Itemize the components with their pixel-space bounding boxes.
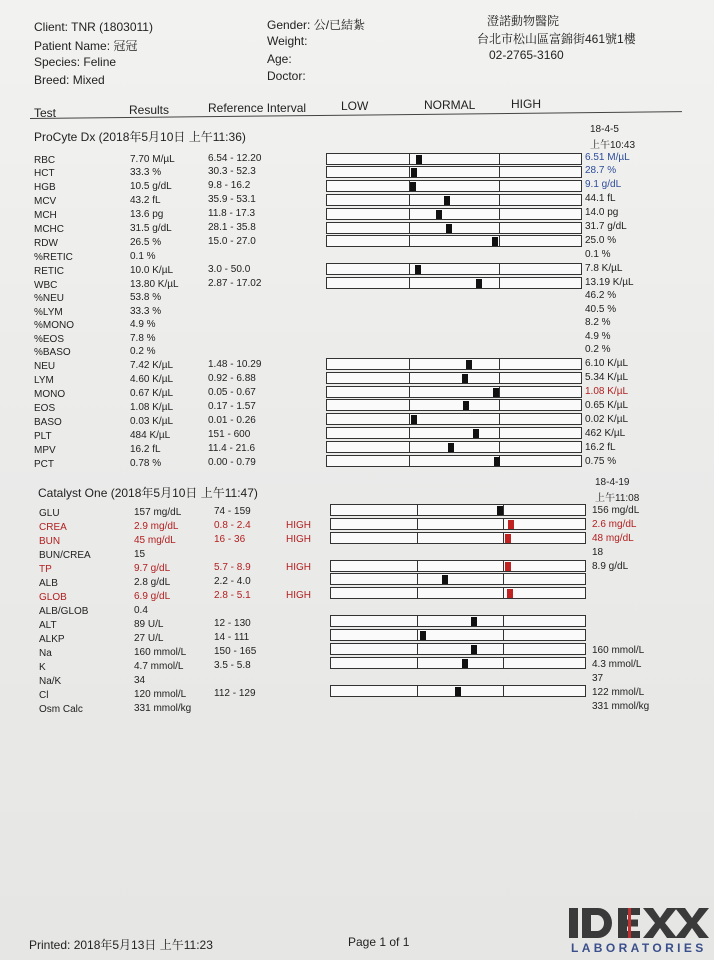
catalyst-prev-time: 上午11:08 — [595, 493, 640, 504]
row-result-value: 10.5 g/dL — [130, 181, 172, 192]
doctor-label: Doctor: — [267, 69, 306, 83]
clinic-address: 台北市松山區富錦街461號1樓 — [477, 32, 636, 46]
row-previous-result: 8.2 % — [585, 317, 611, 328]
range-divider — [409, 386, 410, 398]
row-previous-result: 18 — [592, 547, 604, 558]
row-range-bar — [326, 413, 582, 425]
row-range-bar — [326, 222, 582, 234]
col-reference: Reference Interval — [208, 101, 307, 115]
row-result-value: 331 mmol/kg — [134, 703, 192, 714]
row-range-bar — [326, 399, 582, 411]
row-previous-result: 14.0 pg — [585, 207, 619, 218]
species-label: Species: — [34, 55, 81, 69]
row-test-name: %BASO — [34, 347, 71, 358]
row-result-value: 0.4 — [134, 605, 148, 616]
range-divider — [417, 685, 418, 697]
row-test-name: EOS — [34, 403, 56, 414]
row-previous-result: 4.3 mmol/L — [592, 659, 642, 670]
row-result-value: 484 K/µL — [130, 430, 171, 441]
range-divider — [409, 427, 410, 439]
range-marker — [507, 589, 513, 598]
row-range-bar — [330, 629, 586, 641]
row-test-name: RETIC — [34, 266, 64, 277]
row-reference-interval: 11.8 - 17.3 — [208, 208, 256, 219]
range-divider — [499, 263, 500, 275]
range-marker — [462, 659, 468, 668]
row-reference-interval: 0.17 - 1.57 — [208, 401, 256, 412]
range-marker — [493, 388, 499, 397]
range-marker — [448, 443, 454, 452]
row-reference-interval: 3.5 - 5.8 — [214, 660, 251, 671]
range-divider — [503, 587, 504, 599]
row-result-value: 7.8 % — [130, 333, 156, 344]
range-divider — [409, 358, 410, 370]
row-previous-result: 8.9 g/dL — [592, 561, 629, 572]
row-test-name: %MONO — [34, 320, 74, 331]
row-test-name: K — [39, 662, 46, 673]
range-divider — [417, 629, 418, 641]
range-marker — [494, 457, 500, 466]
row-result-value: 34 — [134, 675, 146, 686]
row-result-value: 2.9 mg/dL — [134, 521, 179, 532]
range-divider — [409, 413, 410, 425]
row-previous-result: 122 mmol/L — [592, 687, 645, 698]
range-divider — [409, 441, 410, 453]
row-test-name: PCT — [34, 459, 54, 470]
row-range-bar — [330, 685, 586, 697]
range-divider — [409, 208, 410, 220]
row-range-bar — [330, 573, 586, 585]
row-range-bar — [330, 560, 586, 572]
gender-label: Gender: — [267, 18, 311, 32]
range-marker — [446, 224, 452, 233]
row-result-value: 45 mg/dL — [134, 535, 176, 546]
row-reference-interval: 112 - 129 — [214, 688, 256, 699]
range-marker — [505, 534, 511, 543]
row-test-name: MPV — [34, 445, 56, 456]
range-divider — [417, 615, 418, 627]
range-divider — [409, 277, 410, 289]
row-previous-result: 5.34 K/µL — [585, 372, 629, 383]
row-previous-result: 7.8 K/µL — [585, 263, 623, 274]
range-divider — [417, 573, 418, 585]
row-reference-interval: 150 - 165 — [214, 646, 257, 657]
row-previous-result: 46.2 % — [585, 290, 617, 301]
row-range-bar — [326, 441, 582, 453]
row-range-bar — [326, 455, 582, 467]
row-test-name: %LYM — [34, 307, 63, 318]
row-reference-interval: 151 - 600 — [208, 429, 251, 440]
range-divider — [409, 222, 410, 234]
range-divider — [503, 532, 504, 544]
row-result-value: 0.03 K/µL — [130, 416, 174, 427]
range-marker — [411, 168, 417, 177]
range-divider — [499, 222, 500, 234]
row-range-bar — [326, 263, 582, 275]
row-range-bar — [326, 358, 582, 370]
row-previous-result: 6.10 K/µL — [585, 358, 629, 369]
row-reference-interval: 28.1 - 35.8 — [208, 222, 256, 233]
clinic-name: 澄諾動物醫院 — [487, 14, 560, 28]
range-divider — [499, 441, 500, 453]
range-divider — [503, 504, 504, 516]
species-line — [34, 55, 116, 69]
clinic-phone: 02-2765-3160 — [489, 48, 564, 62]
row-test-name: GLU — [39, 508, 60, 519]
row-test-name: HGB — [34, 182, 56, 193]
row-range-bar — [326, 180, 582, 192]
procyte-title: ProCyte Dx (2018年5月10日 上午11:36) — [34, 130, 246, 144]
species-value: Feline — [83, 55, 117, 69]
range-marker — [497, 506, 503, 515]
row-reference-interval: 14 - 111 — [214, 632, 250, 643]
range-marker — [444, 196, 450, 205]
range-divider — [409, 399, 410, 411]
row-reference-interval: 11.4 - 21.6 — [208, 443, 256, 454]
range-divider — [499, 235, 500, 247]
row-result-value: 15 — [134, 549, 146, 560]
range-divider — [499, 372, 500, 384]
printed-stamp: Printed: 2018年5月13日 上午11:23 — [29, 938, 213, 952]
row-reference-interval: 16 - 36 — [214, 534, 246, 545]
row-previous-result: 0.65 K/µL — [585, 400, 629, 411]
row-result-value: 2.8 g/dL — [134, 577, 171, 588]
row-result-value: 4.60 K/µL — [130, 374, 174, 385]
row-test-name: %RETIC — [34, 252, 73, 263]
page-number: Page 1 of 1 — [348, 935, 410, 949]
row-previous-result: 0.75 % — [585, 456, 617, 467]
age-label: Age: — [267, 52, 292, 66]
row-test-name: CREA — [39, 522, 67, 533]
row-previous-result: 13.19 K/µL — [585, 277, 634, 288]
row-reference-interval: 2.2 - 4.0 — [214, 576, 251, 587]
row-previous-result: 31.7 g/dL — [585, 221, 627, 232]
col-high: HIGH — [511, 97, 541, 111]
row-result-value: 0.67 K/µL — [130, 388, 174, 399]
row-test-name: NEU — [34, 361, 56, 372]
row-range-bar — [326, 427, 582, 439]
idexx-logo — [566, 905, 712, 955]
range-marker — [462, 374, 468, 383]
procyte-prev-time: 上午10:43 — [590, 140, 636, 151]
breed-line — [34, 73, 105, 87]
row-result-value: 33.3 % — [130, 306, 162, 317]
row-reference-interval: 35.9 - 53.1 — [208, 194, 256, 205]
range-divider — [499, 153, 500, 165]
row-previous-result: 25.0 % — [585, 235, 617, 246]
range-marker — [505, 562, 511, 571]
range-marker — [508, 520, 514, 529]
row-result-value: 26.5 % — [130, 237, 162, 248]
range-marker — [466, 360, 472, 369]
range-divider — [499, 358, 500, 370]
row-previous-result: 0.2 % — [585, 344, 611, 355]
row-range-bar — [326, 194, 582, 206]
row-test-name: BASO — [34, 417, 62, 428]
range-divider — [503, 560, 504, 572]
row-previous-result: 16.2 fL — [585, 442, 616, 453]
range-divider — [409, 263, 410, 275]
range-divider — [503, 657, 504, 669]
range-divider — [409, 194, 410, 206]
row-reference-interval: 6.54 - 12.20 — [208, 153, 262, 164]
row-result-value: 33.3 % — [130, 167, 162, 178]
row-range-bar — [330, 615, 586, 627]
row-range-bar — [326, 208, 582, 220]
range-divider — [499, 399, 500, 411]
row-test-name: WBC — [34, 280, 58, 291]
row-high-flag: HIGH — [286, 520, 311, 531]
range-divider — [503, 615, 504, 627]
range-marker — [416, 155, 422, 164]
row-test-name: MCHC — [34, 224, 64, 235]
col-results: Results — [129, 103, 170, 117]
row-range-bar — [326, 166, 582, 178]
range-divider — [503, 643, 504, 655]
row-test-name: ALB — [39, 578, 58, 589]
row-previous-result: 0.02 K/µL — [585, 414, 629, 425]
range-divider — [499, 277, 500, 289]
row-previous-result: 28.7 % — [585, 165, 617, 176]
row-range-bar — [330, 657, 586, 669]
range-marker — [492, 237, 498, 246]
row-previous-result: 1.08 K/µL — [585, 386, 629, 397]
row-result-value: 120 mmol/L — [134, 689, 187, 700]
range-marker — [471, 617, 477, 626]
range-marker — [411, 415, 417, 424]
row-previous-result: 462 K/µL — [585, 428, 626, 439]
col-test: Test — [34, 106, 57, 120]
row-previous-result: 160 mmol/L — [592, 645, 645, 656]
row-high-flag: HIGH — [286, 562, 311, 573]
row-test-name: %EOS — [34, 334, 65, 345]
row-result-value: 16.2 fL — [130, 444, 161, 455]
range-marker — [436, 210, 442, 219]
gender-line — [267, 16, 365, 33]
range-divider — [499, 166, 500, 178]
row-reference-interval: 3.0 - 50.0 — [208, 264, 251, 275]
row-result-value: 31.5 g/dL — [130, 223, 172, 234]
row-previous-result: 40.5 % — [585, 304, 617, 315]
row-previous-result: 48 mg/dL — [592, 533, 634, 544]
range-divider — [499, 194, 500, 206]
row-reference-interval: 2.87 - 17.02 — [208, 278, 262, 289]
range-marker — [463, 401, 469, 410]
row-result-value: 43.2 fL — [130, 195, 161, 206]
row-high-flag: HIGH — [286, 590, 311, 601]
row-test-name: Osm Calc — [39, 704, 83, 715]
row-reference-interval: 74 - 159 — [214, 506, 251, 517]
range-divider — [503, 629, 504, 641]
range-divider — [417, 657, 418, 669]
row-test-name: MCV — [34, 196, 57, 207]
range-divider — [409, 235, 410, 247]
range-marker — [473, 429, 479, 438]
row-reference-interval: 2.8 - 5.1 — [214, 590, 251, 601]
col-low: LOW — [341, 99, 369, 113]
row-reference-interval: 0.92 - 6.88 — [208, 373, 256, 384]
range-marker — [442, 575, 448, 584]
range-divider — [409, 372, 410, 384]
row-reference-interval: 12 - 130 — [214, 618, 251, 629]
row-result-value: 6.9 g/dL — [134, 591, 171, 602]
range-marker — [415, 265, 421, 274]
row-range-bar — [326, 153, 582, 165]
row-test-name: GLOB — [39, 592, 67, 603]
range-divider — [417, 518, 418, 530]
row-reference-interval: 0.05 - 0.67 — [208, 387, 256, 398]
row-previous-result: 0.1 % — [585, 249, 611, 260]
patient-label: Patient Name: — [34, 39, 111, 53]
row-range-bar — [326, 386, 582, 398]
row-result-value: 7.70 M/µL — [130, 154, 175, 165]
row-previous-result: 4.9 % — [585, 331, 611, 342]
row-range-bar — [326, 235, 582, 247]
row-high-flag: HIGH — [286, 534, 311, 545]
row-test-name: BUN/CREA — [39, 550, 91, 561]
col-normal: NORMAL — [424, 98, 476, 112]
row-test-name: TP — [39, 564, 52, 575]
row-result-value: 0.1 % — [130, 251, 156, 262]
row-result-value: 27 U/L — [134, 633, 164, 644]
row-test-name: MCH — [34, 210, 57, 221]
row-reference-interval: 30.3 - 52.3 — [208, 166, 256, 177]
row-test-name: RBC — [34, 155, 56, 166]
range-divider — [409, 166, 410, 178]
row-range-bar — [330, 643, 586, 655]
range-divider — [499, 413, 500, 425]
patient-value: 冠冠 — [113, 39, 138, 53]
row-range-bar — [330, 518, 586, 530]
row-result-value: 13.80 K/µL — [130, 279, 179, 290]
range-divider — [499, 427, 500, 439]
range-divider — [417, 643, 418, 655]
row-reference-interval: 9.8 - 16.2 — [208, 180, 251, 191]
row-test-name: MONO — [34, 389, 66, 400]
row-previous-result: 9.1 g/dL — [585, 179, 622, 190]
row-test-name: BUN — [39, 536, 61, 547]
logo-subtext: LABORATORIES — [571, 941, 707, 955]
row-test-name: Na — [39, 648, 52, 659]
row-range-bar — [330, 587, 586, 599]
row-range-bar — [330, 532, 586, 544]
range-divider — [499, 386, 500, 398]
row-test-name: RDW — [34, 238, 58, 249]
range-divider — [417, 587, 418, 599]
range-divider — [499, 208, 500, 220]
idexx-logo-graphic — [566, 905, 712, 955]
range-marker — [476, 279, 482, 288]
row-result-value: 160 mmol/L — [134, 647, 187, 658]
row-result-value: 13.6 pg — [130, 209, 164, 220]
row-test-name: %NEU — [34, 293, 65, 304]
row-result-value: 10.0 K/µL — [130, 265, 174, 276]
row-test-name: HCT — [34, 168, 55, 179]
row-previous-result: 2.6 mg/dL — [592, 519, 637, 530]
row-previous-result: 156 mg/dL — [592, 505, 640, 516]
row-range-bar — [326, 277, 582, 289]
catalyst-prev-date: 18-4-19 — [595, 477, 630, 488]
row-result-value: 7.42 K/µL — [130, 360, 174, 371]
procyte-prev-date: 18-4-5 — [590, 124, 619, 135]
weight-label: Weight: — [267, 34, 308, 48]
row-test-name: PLT — [34, 431, 52, 442]
row-reference-interval: 5.7 - 8.9 — [214, 562, 251, 573]
range-divider — [499, 180, 500, 192]
range-divider — [417, 532, 418, 544]
row-result-value: 89 U/L — [134, 619, 164, 630]
row-result-value: 0.78 % — [130, 458, 162, 469]
row-result-value: 4.7 mmol/L — [134, 661, 184, 672]
row-test-name: ALT — [39, 620, 57, 631]
row-previous-result: 37 — [592, 673, 604, 684]
client-label: Client: — [34, 20, 69, 34]
row-result-value: 0.2 % — [130, 346, 156, 357]
row-reference-interval: 0.00 - 0.79 — [208, 457, 256, 468]
client-line — [34, 20, 153, 34]
range-marker — [410, 182, 416, 191]
row-test-name: ALKP — [39, 634, 65, 645]
range-divider — [409, 153, 410, 165]
row-test-name: Na/K — [39, 676, 62, 687]
client-value: TNR (1803011) — [71, 20, 153, 34]
row-result-value: 53.8 % — [130, 292, 162, 303]
range-marker — [471, 645, 477, 654]
row-reference-interval: 0.01 - 0.26 — [208, 415, 256, 426]
range-marker — [420, 631, 426, 640]
breed-label: Breed: — [34, 73, 70, 87]
row-range-bar — [326, 372, 582, 384]
row-previous-result: 44.1 fL — [585, 193, 616, 204]
row-result-value: 157 mg/dL — [134, 507, 182, 518]
row-result-value: 4.9 % — [130, 319, 156, 330]
range-divider — [503, 573, 504, 585]
catalyst-title: Catalyst One (2018年5月10日 上午11:47) — [38, 486, 258, 500]
range-divider — [503, 685, 504, 697]
range-marker — [455, 687, 461, 696]
row-reference-interval: 0.8 - 2.4 — [214, 520, 251, 531]
row-previous-result: 331 mmol/kg — [592, 701, 650, 712]
row-test-name: LYM — [34, 375, 54, 386]
row-reference-interval: 15.0 - 27.0 — [208, 236, 256, 247]
row-result-value: 1.08 K/µL — [130, 402, 174, 413]
range-divider — [417, 504, 418, 516]
patient-line — [34, 37, 137, 54]
row-test-name: ALB/GLOB — [39, 606, 89, 617]
breed-value: Mixed — [72, 73, 105, 87]
gender-value: 公/已結紮 — [313, 18, 366, 32]
row-result-value: 9.7 g/dL — [134, 563, 171, 574]
row-test-name: Cl — [39, 690, 49, 701]
row-reference-interval: 1.48 - 10.29 — [208, 359, 262, 370]
range-divider — [409, 455, 410, 467]
row-range-bar — [330, 504, 586, 516]
range-divider — [503, 518, 504, 530]
row-previous-result: 6.51 M/µL — [585, 152, 630, 163]
range-divider — [417, 560, 418, 572]
